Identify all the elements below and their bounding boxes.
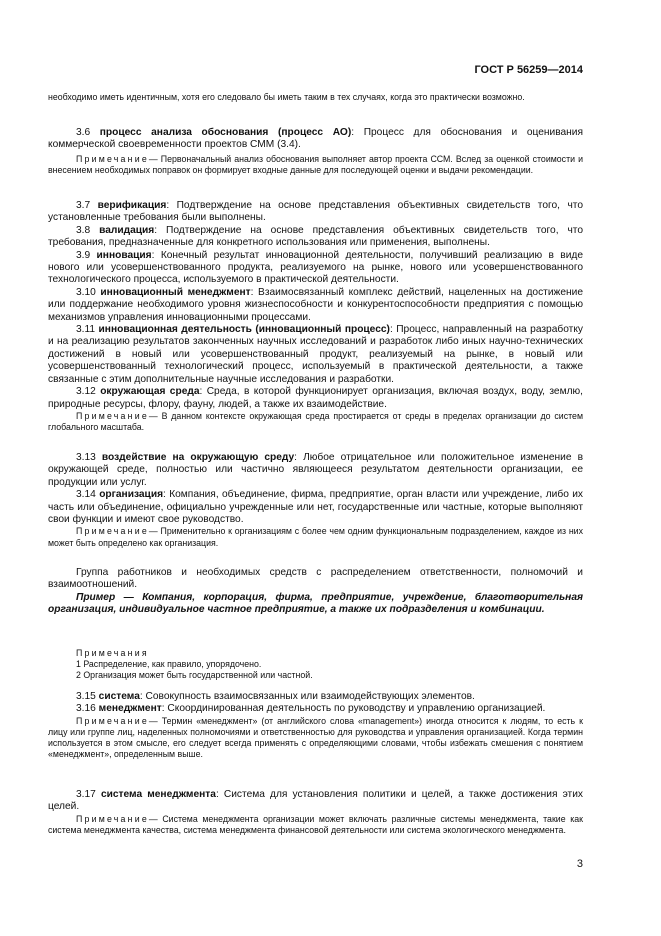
document-header: ГОСТ Р 56259—2014	[474, 64, 583, 76]
note: Примечание— В данном контексте окружающая среда простирается от среды в пределах организации до систем глобального масштаба.	[48, 410, 583, 433]
term-3-10: 3.10 инновационный менеджмент: Взаимосвязанный комплекс действий, нацеленных на достижение или поддержание необходимого уровня жизнеспособности и конкурентоспособности предприятия с помощью механизмов управления инновационными процессами.	[48, 286, 584, 323]
term-3-12: 3.12 окружающая среда: Среда, в которой функционирует организация, включая воздух, воду, землю, природные ресурсы, флору, фауну, людей, а также их взаимодействие.	[48, 386, 583, 410]
term-3-9: 3.9 инновация: Конечный результат инновационной деятельности, получивший реализацию в виде нового или усовершенствованного продукта, реализуемого на рынке, нового или усовершенствованного технологического процесса, используемого в практической деятельности.	[48, 249, 584, 286]
term-title: процесс анализа обоснования (процесс АО)	[99, 127, 352, 138]
term-3-6: 3.6 процесс анализа обоснования (процесс АО): Процесс для обоснования и оценивания коммерческой своевременности проектов СММ (3.4). Примечание— Первоначальный анализ обоснования выполняет автор проекта ССМ. Вслед за оценкой стоимости и внесением необходимых поправок он формирует входные данные для последующей оценки и выдачи рекомендации.	[48, 127, 583, 176]
note: Примечание— Первоначальный анализ обоснования выполняет автор проекта ССМ. Вслед за оценкой стоимости и внесением необходимых поправок он формирует входные данные для последующей оценки и выдачи рекомендации.	[48, 153, 583, 176]
page-number: 3	[576, 858, 583, 870]
term-3-17: 3.17 система менеджмента: Система для установления политики и целей, а также достижения этих целей. Примечание— Система менеджмента организации может включать различные системы менеджмента, такие как система менеджмента качества, система менеджмента финансовой деятельности или система экологического менеджмента.	[48, 789, 584, 836]
note: Примечание— Применительно к организациям с более чем одним функциональным подразделением, каждое из них может быть определено как организация.	[48, 526, 583, 548]
intro-fragment: необходимо иметь идентичным, хотя его следовало бы иметь таким в тех случаях, когда это практически возможно.	[48, 92, 525, 102]
notes-list: Примечания 1 Распределение, как правило, упорядочено. 2 Организация может быть государственной или частной.	[48, 648, 583, 682]
note-item: 1 Распределение, как правило, упорядочено.	[76, 659, 262, 670]
term-3-15: 3.15 система: Совокупность взаимосвязанных или взаимодействующих элементов.	[76, 691, 475, 702]
terms-3-13-3-14	[48, 452, 583, 549]
term-3-11: 3.11 инновационная деятельность (инновационный процесс): Процесс, направленный на разработку и на реализацию результатов законченных научных исследований и разработок либо иных научно-технических достижений в новый или усовершенствованный продукт, реализуемый на рынке, в новый или усовершенствованный технологический процесс, используемый в практической деятельности, а также связанные с этим дополнительные научные исследования и разработки.	[48, 324, 583, 385]
terms-3-15-3-16	[48, 691, 583, 761]
term-3-7: 3.7 верификация: Подтверждение на основе представления объективных свидетельств того, что установленные требования были выполнены.	[48, 200, 583, 224]
term-3-8: 3.8 валидация: Подтверждение на основе представления объективных свидетельств того, что требования, предназначенные для конкретного использования или применения, выполнены.	[48, 224, 583, 249]
term-3-13: 3.13 воздействие на окружающую среду: Любое отрицательное или положительное изменение в окружающей среде, полностью или частично являющееся результатом деятельности организации, ее продукции или услуг.	[48, 452, 583, 488]
note-item: 2 Организация может быть государственной или частной.	[76, 670, 313, 681]
terms-3-7-to-3-12	[48, 200, 583, 433]
group-definition: Группа работников и необходимых средств с распределением ответственности, полномочий и взаимоотношений. Пример — Компания, корпорация, фирма, предприятие, учреждение, благотворительная организация, индивидуальное частное предприятие, а также их подразделения и комбинации.	[48, 567, 583, 616]
term-3-16: 3.16 менеджмент: Скоординированная деятельность по руководству и управлению организацией.	[76, 703, 546, 715]
note: Примечание— Термин «менеджмент» (от английского слова «management») иногда относится к людям, то есть к лицу или группе лиц, наделенных полномочиями и ответственностью для руководства и управления организацией. Когда термин используется в этом смысле, его следует всегда применять с определяющими словами, чтобы избежать смешения с понятием «менеджмент», определенным выше.	[48, 715, 583, 760]
term-3-14: 3.14 организация: Компания, объединение, фирма, предприятие, орган власти или учреждение, либо их часть или объединение, официально учрежденные или нет, государственные или частные, которые выполняют свои функции и имеют свое руководство.	[48, 489, 583, 526]
example: Пример — Компания, корпорация, фирма, предприятие, учреждение, благотворительная организация, индивидуальное частное предприятие, а также их подразделения и комбинации.	[48, 591, 583, 616]
note: Примечание— Система менеджмента организации может включать различные системы менеджмента, такие как система менеджмента качества, система менеджмента финансовой деятельности или система экологического менеджмента.	[48, 813, 583, 836]
